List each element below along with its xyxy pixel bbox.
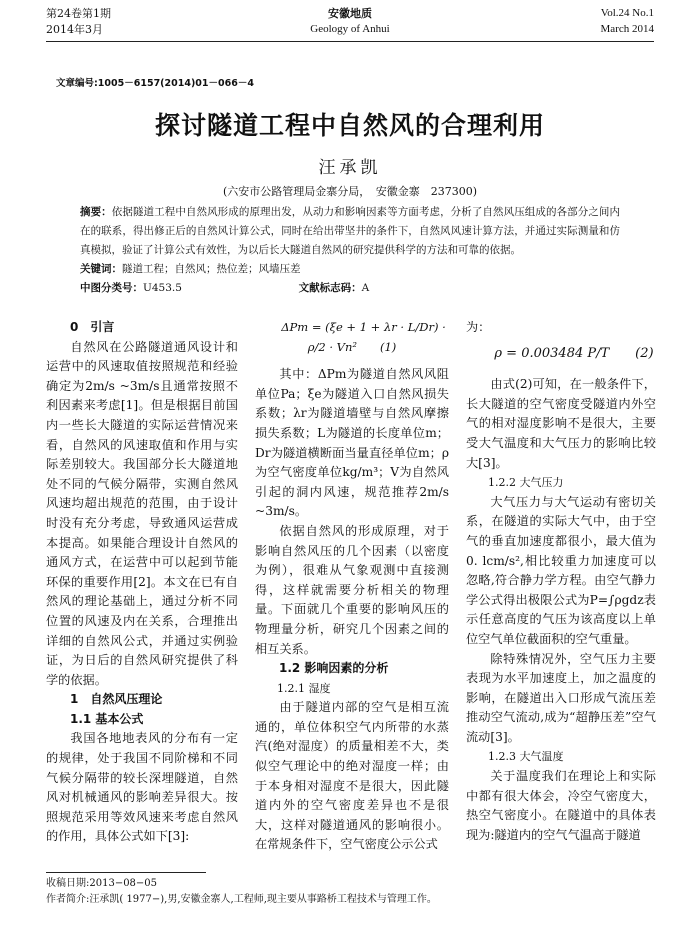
affiliation: (六安市公路管理局金寨分局， 安徽金寨 237300) xyxy=(222,185,478,198)
author-bio: 作者简介:汪承凯( 1977−),男,安徽金寨人,工程师,现主要从事路桥工程技术与管理工作。 xyxy=(46,894,437,905)
section-intro-heading: 0 引言 xyxy=(70,320,115,334)
clc-value: U453.5 xyxy=(143,282,182,294)
pressure-paragraph-2: 除特殊情况外，空气压力主要表现为水平加速度上，加之温度的影响，在隧道出入口形成气流压差推动空气流动,成为“超静压差”空气流动[3]。 xyxy=(466,651,656,744)
column-2 xyxy=(255,318,449,855)
classification-row xyxy=(80,279,620,298)
formula-2-lead: 为： xyxy=(466,320,491,334)
section-1-1-heading: 1.1 基本公式 xyxy=(70,711,144,726)
pressure-paragraph: 大气压力与大气运动有密切关系，在隧道的实际大气中，由于空气的垂直加速度都很小，最大值为0. lcm/s²,相比较重力加速度可以忽略,符合静力学方程。由空气静力学公式得出极限公式为P=∫ρgdz表示任意高度的气压为该高度以上单位空气单位截面积的空气重量。 xyxy=(466,494,656,646)
date-en: March 2014 xyxy=(600,23,654,35)
section-1-2-1-heading: 1.2.1 湿度 xyxy=(277,681,331,695)
doc-code-label: 文献标志码： xyxy=(298,282,362,294)
formula-1-definitions: 其中：ΔPm为隧道自然风风阻单位Pa；ξe为隧道入口自然风损失系数；λr为隧道墙壁与自然风摩擦损失系数；L为隧道的长度单位m；Dr为隧道横断面当量直径单位m；ρ为空气密度单位kg/m³；V为自然风引起的洞内风速，规范推荐2m/s ~3m/s。 xyxy=(255,367,449,519)
column-1 xyxy=(46,318,238,847)
abstract-label: 摘要： xyxy=(80,206,112,218)
header-rule xyxy=(46,41,654,42)
basic-formula-paragraph: 我国各地地表风的分布有一定的规律，处于我国不同阶梯和不同气候分隔带的较长深埋隧道，自然风对机械通风的影响差异很大。按照规范采用等效风速来考虑自然风的作用，具体公式如下[3]: xyxy=(46,731,238,844)
section-1-2-heading: 1.2 影响因素的分析 xyxy=(279,661,389,676)
doc-code-value: A xyxy=(361,282,370,294)
paper-title: 探讨隧道工程中自然风的合理利用 xyxy=(154,111,545,140)
author: 汪承凯 xyxy=(318,158,382,178)
section-1-2-3-heading: 1.2.3 大气温度 xyxy=(488,750,564,764)
factors-paragraph: 依据自然风的形成原理，对于影响自然风压的几个因素（以密度为例），很难从气象观测中直接测得，这样就需要分析相关的物理量。下面就几个重要的影响风压的物理量分析，研究几个因素之间的相互关系。 xyxy=(255,523,449,656)
section-1-heading: 1 自然风压理论 xyxy=(70,692,163,707)
temperature-paragraph: 关于温度我们在理论上和实际中都有很大体会，冷空气密度大，热空气密度小。在隧道中的具体表现为:隧道内的空气气温高于隧道 xyxy=(466,769,656,842)
date-cn: 2014年3月 xyxy=(46,23,103,36)
keywords-text: 隧道工程；自然风；热位差；风墙压差 xyxy=(122,263,301,275)
formula-2: ρ = 0.003484 P/T (2) xyxy=(494,345,654,361)
clc-label: 中图分类号： xyxy=(80,282,143,294)
keywords-label: 关键词： xyxy=(80,263,122,275)
article-id: 文章编号:1005－6157(2014)01－066－4 xyxy=(56,78,254,89)
density-paragraph: 由式(2)可知，在一般条件下，长大隧道的空气密度受隧道内外空气的相对湿度影响不是很大，主要受大气温度和大气压力的影响比较大[3]。 xyxy=(466,377,656,470)
formula-1: ΔPm = (ξe + 1 + λr · L/Dr) · ρ/2 · Vn² (1) xyxy=(281,320,446,354)
journal-name-cn: 安徽地质 xyxy=(328,7,372,20)
column-3 xyxy=(466,318,656,845)
journal-name-en: Geology of Anhui xyxy=(310,23,390,35)
volume-cn: 第24卷第1期 xyxy=(46,7,111,20)
humidity-paragraph: 由于隧道内部的空气是相互流通的，单位体积空气内所带的水蒸汽(绝对湿度）的质量相差不大，类似空气理论中的绝对湿度一样；由于本身相对湿度不是很大，因此隧道内外的空气密度差异也不是很大，这样对隧道通风的影响很小。在常规条件下，空气密度公示公式 xyxy=(255,700,449,852)
footnote-rule xyxy=(46,872,206,873)
abstract xyxy=(80,203,620,298)
abstract-text: 依据隧道工程中自然风形成的原理出发，从动力和影响因素等方面考虑，分析了自然风压组成的各部分之间内在的联系，得出修正后的自然风计算公式，同时在给出带坚井的条件下，自然风风速计算方法，并通过实际测量和仿真模拟，验证了计算公式有效性，为以后长大隧道自然风的研究提供科学的方法和可靠的依据。 xyxy=(80,206,621,256)
received-date: 收稿日期:2013−08−05 xyxy=(46,878,158,889)
section-1-2-2-heading: 1.2.2 大气压力 xyxy=(488,476,564,490)
intro-paragraph: 自然风在公路隧道通风设计和运营中的风速取值按照规范和经验确定为2m/s ~3m/s且通常按照不利因素来考虑[1]。但是根据目前国内一些长大隧道的实际运营情况来看，自然风的风速取值和作用与实际差别较大。我国部分长大隧道地处不同的气候分隔带，实测自然风风速均超出规范的范围，由于设计时没有充分考虑，导致通风运营成本提高。如果能合理设计自然风的通风方式，在运营中可以起到节能环保的重要作用[2]。本文在已有自然风的理论基础上，通过分析不同位置的风速及内在关系，合理推出详细的自然风公式，并通过实例验证，为日后的自然风研究提供了科学的依据。 xyxy=(46,339,238,687)
keywords xyxy=(80,260,620,279)
volume-en: Vol.24 No.1 xyxy=(600,7,654,19)
